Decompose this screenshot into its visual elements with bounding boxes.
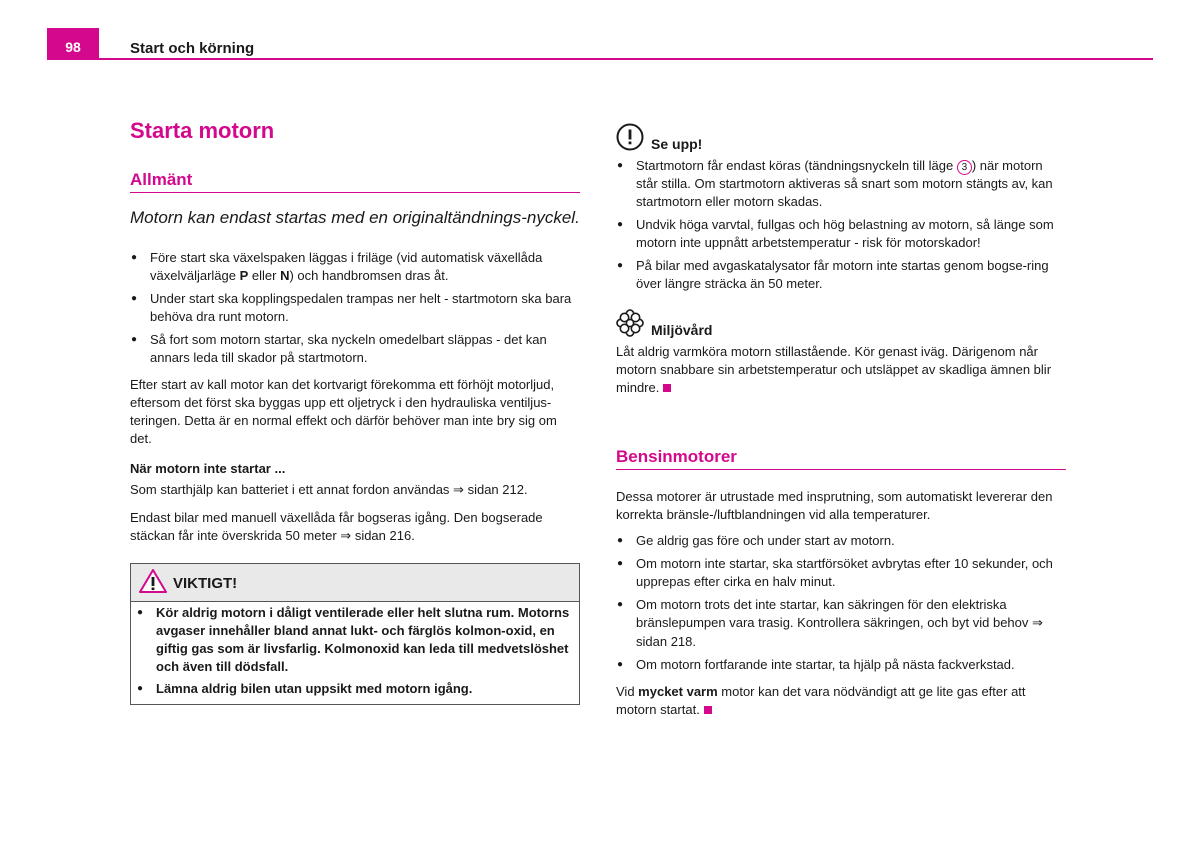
bullet-text: ) när motorn står stilla. Om startmotorn aktiveras så snart som motorn stängts av, kan startmotorn eller motorn skadas. — [636, 158, 1053, 209]
paragraph-text: motor kan det vara nödvändigt att ge lite gas efter att motorn startat. — [616, 684, 1026, 717]
lead-text: Motorn kan endast startas med en originaltändnings-nyckel. — [130, 208, 580, 227]
caution-body — [616, 157, 1066, 293]
section-heading-bensinmotorer: Bensinmotorer — [616, 447, 1066, 470]
running-section-title: Start och körning — [130, 40, 255, 57]
bullet-text: eller — [248, 268, 281, 283]
warning-body — [131, 602, 579, 704]
bullet-text: Före start ska växelspaken läggas i friläge (vid automatisk växellåda växelväljarläge — [150, 250, 543, 283]
list-item: ● Om motorn fortfarande inte startar, ta hjälp på nästa fackverkstad. — [616, 656, 1066, 674]
environment-header — [616, 311, 1066, 339]
flower-icon — [616, 309, 644, 337]
page-number-badge — [47, 28, 99, 60]
section-heading-allmant: Allmänt — [130, 170, 580, 193]
right-column — [616, 125, 1066, 724]
caution-header — [616, 125, 1066, 153]
list-item — [130, 249, 580, 285]
header-rule — [47, 58, 1153, 60]
bold-text: mycket varm — [638, 684, 718, 699]
bullet-text: ) och handbromsen dras åt. — [289, 268, 449, 283]
page-reference-link[interactable]: sidan 212. — [467, 482, 528, 497]
ignition-position-badge: 3 — [957, 160, 972, 175]
environment-text: Låt aldrig varmköra motorn stillastående. Kör genast iväg. Därigenom når motorn snabbare sin arbetstemperatur och utsläppet av skadliga ämnen blir mindre. — [616, 344, 1052, 395]
list-item: ● Undvik höga varvtal, fullgas och hög belastning av motorn, så länge som motorn inte uppnått arbetstemperatur - risk för motorskador! — [616, 216, 1066, 252]
list-item: ● Lämna aldrig bilen utan uppsikt med motorn igång. — [136, 680, 573, 698]
paragraph-text: Som starthjälp kan batteriet i ett annat fordon användas — [130, 482, 450, 497]
environment-body — [616, 343, 1066, 397]
warning-triangle-icon — [139, 568, 167, 594]
page-number: 98 — [65, 39, 81, 55]
reference-arrow-icon: ⇒ — [453, 483, 464, 498]
paragraph-closing — [616, 683, 1066, 719]
bold-gear-n: N — [280, 268, 290, 283]
subheading-no-start: När motorn inte startar ... — [130, 461, 286, 476]
reference-arrow-icon: ⇒ — [340, 529, 352, 544]
paragraph-text: Vid — [616, 684, 639, 699]
end-of-section-marker-icon — [704, 706, 712, 714]
warning-header — [131, 564, 579, 602]
page-title: Starta motorn — [130, 118, 275, 143]
bullet-text: Om motorn trots det inte startar, kan säkringen för den elektriska bränslepumpen vara trasig. Kontrollera säkringen, och byt vid behov — [636, 597, 1029, 630]
list-item — [616, 596, 1066, 651]
list-item: ● Under start ska kopplingspedalen trampas ner helt - startmotorn ska bara behöva dra runt motorn. — [130, 290, 580, 326]
list-item: ● På bilar med avgaskatalysator får motorn inte startas genom bogse-ring över längre sträcka än 50 meter. — [616, 257, 1066, 293]
page-reference-link[interactable]: sidan 216. — [354, 528, 415, 543]
list-item: ● Kör aldrig motorn i dåligt ventilerade eller helt slutna rum. Motorns avgaser innehåller bland annat lukt- och färglös kolmon-oxid, en giftig gas som är livsfarlig. Kolmonoxid kan leda till medvetslöshet och även till dödsfall. — [136, 604, 573, 676]
paragraph-tow-start — [130, 509, 580, 546]
list-item: ● Ge aldrig gas före och under start av motorn. — [616, 532, 1066, 550]
page-reference-link[interactable]: sidan 218. — [636, 634, 696, 649]
reference-arrow-icon: ⇒ — [1032, 616, 1043, 631]
bullet-text: Startmotorn får endast köras (tändningsnyckeln till läge — [636, 158, 957, 173]
list-item — [616, 157, 1066, 211]
bold-gear-p: P — [239, 268, 249, 283]
exclamation-circle-icon — [616, 123, 644, 151]
paragraph-text: Endast bilar med manuell växellåda får bogseras igång. Den bogserade stäckan får inte överskrida 50 meter — [130, 510, 543, 543]
left-column — [130, 118, 580, 705]
list-item: ● Om motorn inte startar, ska startförsöket avbrytas efter 10 sekunder, och upprepas efter cirka en halv minut. — [616, 555, 1066, 591]
warning-box — [130, 563, 580, 705]
warning-title: VIKTIGT! — [173, 575, 238, 592]
paragraph-jump-start — [130, 481, 580, 500]
list-item: ● Så fort som motorn startar, ska nyckeln omedelbart släppas - det kan annars leda till skador på startmotorn. — [130, 331, 580, 367]
end-of-section-marker-icon — [663, 384, 671, 392]
paragraph-cold-start: Efter start av kall motor kan det kortvarigt förekomma ett förhöjt motorljud, eftersom det först ska byggas upp ett oljetryck i den hydrauliska ventiljus-teringen. Detta är en normal effekt och därför behöver man inte bry sig om det. — [130, 377, 557, 446]
environment-title: Miljövård — [651, 322, 713, 338]
paragraph-intro: Dessa motorer är utrustade med insprutning, som automatiskt levererar den korrekta bränsle-/luftblandningen vid alla temperaturer. — [616, 489, 1053, 522]
caution-title: Se upp! — [651, 136, 703, 152]
